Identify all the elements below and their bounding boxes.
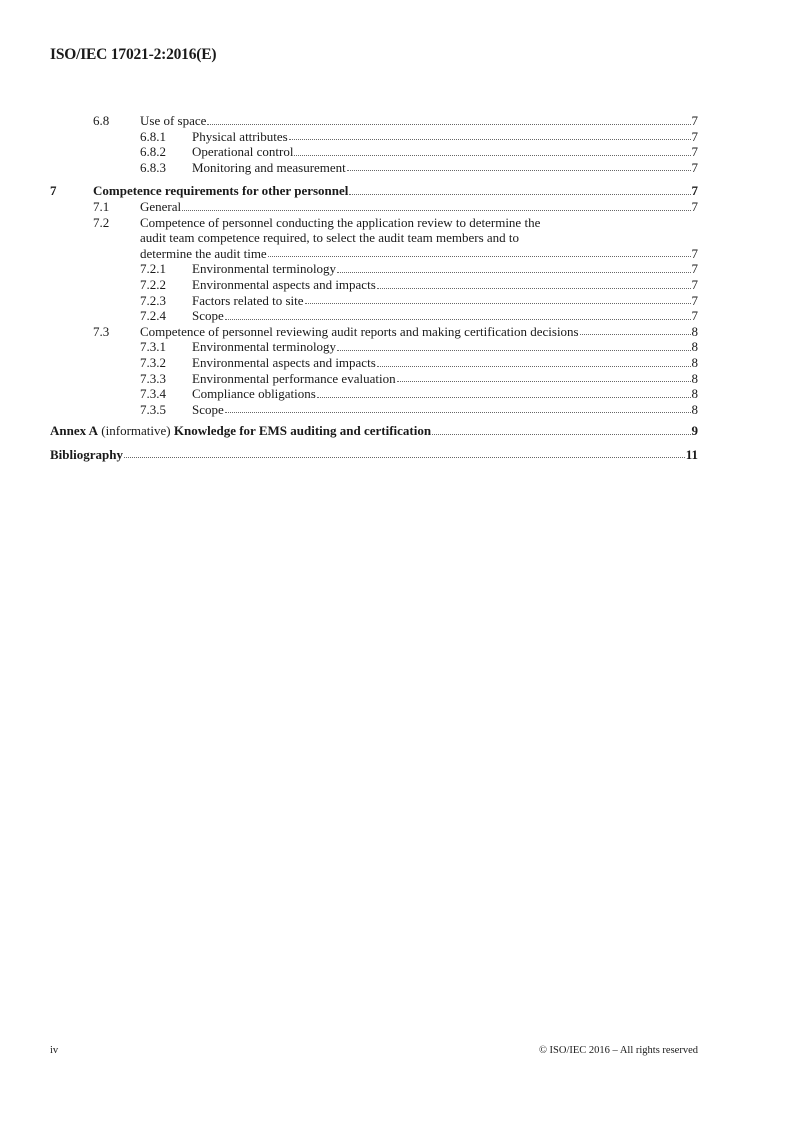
- entry-page: 7: [691, 261, 698, 277]
- dot-leader: [225, 319, 691, 320]
- entry-title: Compliance obligations: [192, 386, 316, 402]
- entry-title: Physical attributes: [192, 128, 288, 144]
- toc-entry-6-8-3[interactable]: [50, 160, 698, 176]
- entry-page: 7: [691, 276, 698, 292]
- entry-number: 7.3.2: [140, 354, 166, 370]
- toc-entry-7-3-2[interactable]: [50, 355, 698, 371]
- entry-title: Environmental aspects and impacts: [192, 354, 376, 370]
- entry-page: 7: [691, 128, 698, 144]
- toc-entry-7-2-2[interactable]: [50, 277, 698, 293]
- entry-number: 7.2.2: [140, 276, 166, 292]
- entry-title: Monitoring and measurement: [192, 159, 346, 175]
- dot-leader: [337, 272, 690, 273]
- toc-entry-7-2[interactable]: [50, 215, 698, 262]
- entry-number: 7.2: [93, 214, 110, 230]
- toc-entry-7[interactable]: [50, 183, 698, 199]
- entry-title-line: audit team competence required, to select the audit team members and to: [140, 230, 520, 246]
- entry-number: 7.3: [93, 323, 110, 339]
- entry-title: Competence requirements for other personnel: [93, 183, 349, 199]
- entry-number: 7.2.3: [140, 292, 166, 308]
- dot-leader: [124, 457, 685, 458]
- entry-number: 7.3.4: [140, 386, 166, 402]
- dot-leader: [289, 139, 691, 140]
- dot-leader: [207, 124, 690, 125]
- entry-page: 8: [691, 386, 698, 402]
- entry-page: 7: [691, 308, 698, 324]
- dot-leader: [397, 381, 691, 382]
- entry-title: General: [140, 198, 182, 214]
- toc-entry-7-3-4[interactable]: [50, 386, 698, 402]
- toc-entry-7-2-4[interactable]: [50, 308, 698, 324]
- annex-qualifier: (informative): [98, 423, 174, 439]
- toc-entry-annex-a[interactable]: [50, 423, 698, 439]
- document-header: ISO/IEC 17021-2:2016(E): [50, 46, 217, 63]
- toc-entry-6-8-2[interactable]: [50, 144, 698, 160]
- entry-title: Environmental aspects and impacts: [192, 276, 376, 292]
- annex-title: Knowledge for EMS auditing and certification: [173, 423, 432, 439]
- dot-leader: [337, 350, 690, 351]
- dot-leader: [305, 303, 691, 304]
- dot-leader: [294, 155, 690, 156]
- dot-leader: [580, 334, 691, 335]
- entry-number: 7.2.1: [140, 261, 166, 277]
- entry-page: 9: [691, 423, 698, 439]
- entry-page: 7: [691, 198, 698, 214]
- entry-page: 7: [691, 245, 698, 261]
- entry-title: Factors related to site: [192, 292, 304, 308]
- dot-leader: [377, 366, 691, 367]
- entry-title: Use of space: [140, 113, 207, 128]
- toc-entry-7-3-5[interactable]: [50, 402, 698, 418]
- entry-title: Scope: [192, 401, 224, 417]
- entry-page: 7: [691, 183, 698, 199]
- entry-number: 6.8.1: [140, 128, 166, 144]
- entry-page: 8: [691, 370, 698, 386]
- dot-leader: [317, 397, 691, 398]
- toc-entry-7-1[interactable]: [50, 199, 698, 215]
- toc-entry-6-8[interactable]: [50, 113, 698, 129]
- entry-page: 8: [691, 339, 698, 355]
- toc-entry-bibliography[interactable]: [50, 447, 698, 463]
- dot-leader: [268, 256, 691, 257]
- entry-title-line: determine the audit time: [140, 245, 267, 261]
- toc-entry-7-3-1[interactable]: [50, 339, 698, 355]
- entry-page: 7: [691, 113, 698, 128]
- toc-entry-6-8-1[interactable]: [50, 129, 698, 145]
- copyright-notice: © ISO/IEC 2016 – All rights reserved: [538, 1045, 698, 1056]
- page-footer: [50, 1045, 698, 1056]
- entry-number: 7.2.4: [140, 308, 166, 324]
- dot-leader: [377, 288, 691, 289]
- entry-page: 7: [691, 159, 698, 175]
- dot-leader: [432, 434, 690, 435]
- toc-entry-7-2-3[interactable]: [50, 293, 698, 309]
- entry-page: 8: [691, 323, 698, 339]
- entry-number: 7.1: [93, 198, 110, 214]
- entry-title: Environmental terminology: [192, 339, 337, 355]
- page-number: iv: [50, 1045, 59, 1056]
- toc-entry-7-3-3[interactable]: [50, 371, 698, 387]
- entry-number: 6.8.2: [140, 144, 166, 160]
- entry-title: Bibliography: [50, 446, 123, 462]
- entry-page: 7: [691, 144, 698, 160]
- entry-title: Environmental performance evaluation: [192, 370, 396, 386]
- annex-label: Annex A: [50, 423, 99, 439]
- entry-title: Competence of personnel reviewing audit reports and making certification decisions: [140, 323, 579, 339]
- entry-title: Scope: [192, 308, 224, 324]
- entry-number: 6.8: [93, 113, 110, 128]
- toc-entry-7-3[interactable]: [50, 324, 698, 340]
- dot-leader: [225, 412, 691, 413]
- dot-leader: [347, 170, 691, 171]
- entry-page: 8: [691, 354, 698, 370]
- entry-title: Environmental terminology: [192, 261, 337, 277]
- entry-number: 6.8.3: [140, 159, 166, 175]
- entry-number: 7: [50, 183, 57, 199]
- toc-entry-7-2-1[interactable]: [50, 261, 698, 277]
- entry-page: 8: [691, 401, 698, 417]
- dot-leader: [349, 194, 690, 195]
- entry-number: 7.3.1: [140, 339, 166, 355]
- table-of-contents: [50, 113, 698, 462]
- entry-title-line: Competence of personnel conducting the application review to determine the: [140, 214, 541, 230]
- entry-page: 7: [691, 292, 698, 308]
- entry-number: 7.3.5: [140, 401, 166, 417]
- entry-title: Operational control: [192, 144, 294, 160]
- entry-page: 11: [685, 446, 698, 462]
- entry-number: 7.3.3: [140, 370, 166, 386]
- dot-leader: [182, 210, 690, 211]
